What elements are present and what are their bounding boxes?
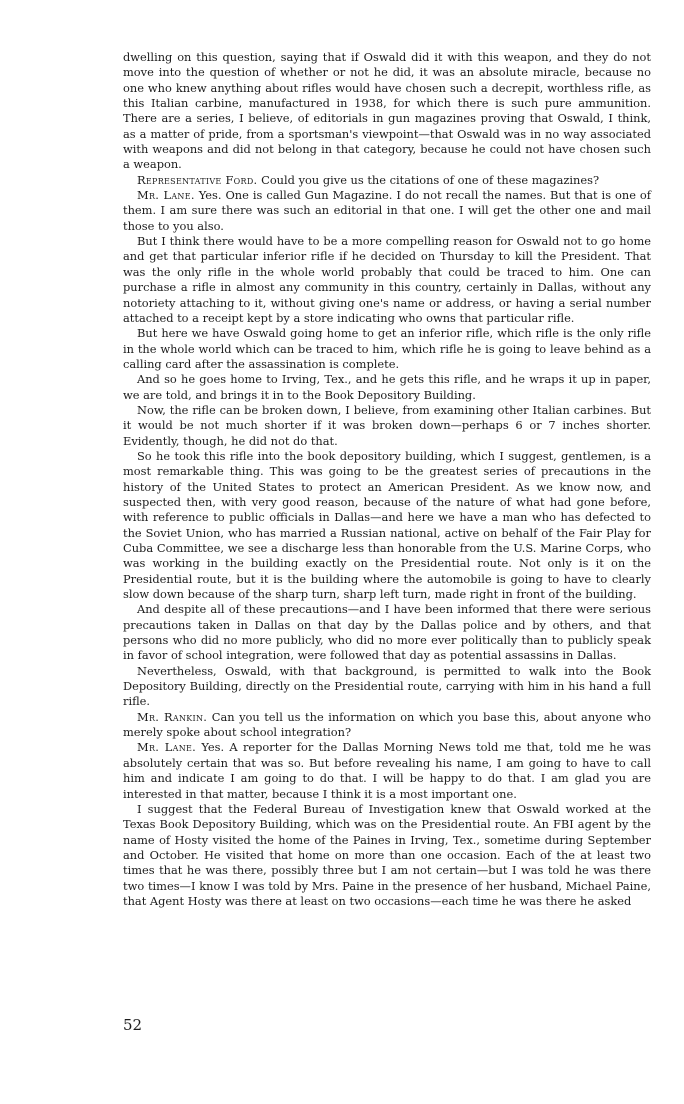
- paragraph-1: dwelling on this question, saying that if Oswald did it with this weapon, and they do not move into the question of whether or not he did, it was an absolute miracle, because no one who knew anything about rifles would have chosen such a decrepit, worthless rifle, as this Italian carbine, manufactured in 1938, for which there is such pure ammunition. There are a series, I believe, of editorials in gun magazines proving that Oswald, I think, as a matter of pride, from a sportsman's viewpoint—that Oswald was in no way associated with weapons and did not belong in that category, because he could not have chosen such a weapon.: [123, 50, 651, 172]
- speaker-label: Mr. Lane.: [137, 740, 197, 755]
- paragraph-12: [123, 740, 651, 801]
- page-number: 52: [123, 1016, 143, 1034]
- speaker-label: Mr. Lane.: [137, 188, 195, 203]
- paragraph-8: So he took this rifle into the book depository building, which I suggest, gentlemen, is a most remarkable thing. This was going to be the greatest series of precautions in the history of the United States to protect an American President. As we know now, and suspected then, with very good reason, because of the nature of what had gone before, with reference to public officials in Dallas—and here we have a man who has defected to the Soviet Union, who has married a Russian national, active on behalf of the Fair Play for Cuba Committee, we see a discharge less than honorable from the U.S. Marine Corps, who was working in the building exactly on the Presidential route. Not only is it on the Presidential route, but it is the building where the automobile is going to have to clearly slow down because of the sharp turn, sharp left turn, made right in front of the building.: [123, 448, 651, 602]
- paragraph-9: And despite all of these precautions—and I have been informed that there were serious precautions taken in Dallas on that day by the Dallas police and by others, and that persons who did no more publicly, who did no more ever politically than to publicly speak in favor of school integration, were followed that day as potential assassins in Dallas.: [123, 602, 651, 663]
- paragraph-4: But I think there would have to be a more compelling reason for Oswald not to go home and get that particular inferior rifle if he decided on Thursday to kill the President. That was the only rifle in the whole world probably that could be traced to him. One can purchase a rifle in almost any community in this country, certainly in Dallas, without any notoriety attaching to it, without giving one's name or address, or having a serial number attached to a receipt kept by a store indicating who owns that particular rifle.: [123, 234, 651, 325]
- paragraph-2: [123, 173, 651, 188]
- speaker-label: Representative Ford.: [137, 172, 258, 187]
- paragraph-10: Nevertheless, Oswald, with that background, is permitted to walk into the Book Depository Building, directly on the Presidential route, carrying with him in his hand a full rifle.: [123, 663, 651, 709]
- paragraph-11: [123, 710, 651, 741]
- paragraph-13: I suggest that the Federal Bureau of Investigation knew that Oswald worked at the Texas Book Depository Building, which was on the Presidential route. An FBI agent by the name of Hosty visited the home of the Paines in Irving, Tex., sometime during September and October. He visited that home on more than one occasion. Each of the at least two times that he was there, possibly three but I am not certain—but I was told he was there two times—I know I was told by Mrs. Paine in the presence of her husband, Michael Paine, that Agent Hosty was there at least on two occasions—each time he was there he asked: [123, 801, 651, 908]
- paragraph-text: Can you tell us the information on which you base this, about anyone who merely spoke about school integration?: [123, 709, 651, 740]
- paragraph-5: But here we have Oswald going home to get an inferior rifle, which rifle is the only rifle in the whole world which can be traced to him, which rifle he is going to leave behind as a calling card after the assassination is complete.: [123, 326, 651, 371]
- paragraph-text: Yes. A reporter for the Dallas Morning News told me that, told me he was absolutely certain that was so. But before revealing his name, I am going to have to call him and indicate I am going to do that. I will be happy to do that. I am glad you are interested in that matter, because I think it is a most important one.: [123, 740, 652, 801]
- paragraph-7: Now, the rifle can be broken down, I believe, from examining other Italian carbines. But it would be not much shorter if it was broken down—perhaps 6 or 7 inches shorter. Evidently, though, he did not do that.: [123, 402, 651, 448]
- paragraph-6: And so he goes home to Irving, Tex., and he gets this rifle, and he wraps it up in paper, we are told, and brings it in to the Book Depository Building.: [123, 372, 651, 402]
- paragraph-text: Could you give us the citations of one of these magazines?: [261, 172, 600, 187]
- document-page: [123, 50, 651, 909]
- paragraph-3: [123, 188, 651, 234]
- speaker-label: Mr. Rankin.: [137, 709, 208, 724]
- paragraph-text: Yes. One is called Gun Magazine. I do not recall the names. But that is one of them. I am sure there was such an editorial in that one. I will get the other one and mail those to you also.: [123, 188, 651, 233]
